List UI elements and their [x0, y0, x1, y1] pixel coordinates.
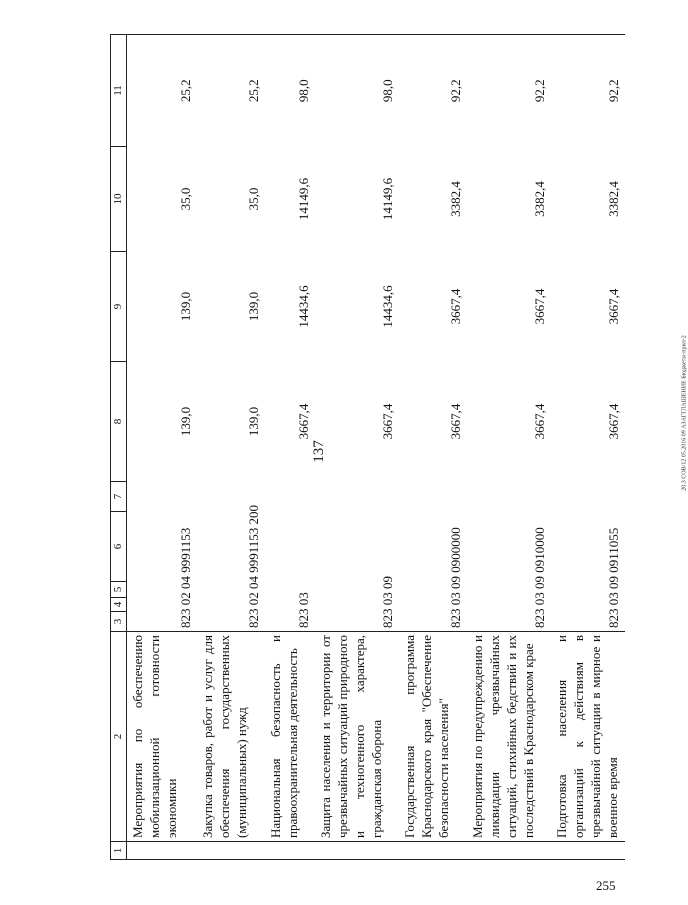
header-cell: 2 [111, 632, 127, 842]
cell-col11: 25,2 [197, 35, 265, 147]
page-number-top: 137 [310, 440, 327, 463]
cell-codes: 823 03 09 0900000 [447, 527, 463, 628]
budget-table [110, 34, 625, 860]
cell-description: Национальная безопасность и правоохранительная деятельность [265, 632, 315, 842]
cell-col9: 14434,6 [379, 285, 395, 328]
cell-col10: 14149,6 [379, 177, 395, 221]
cell-description: Мероприятия по предупреждению и ликвидации чрезвычайных ситуаций, стихийных бедствий и их последствий в Краснодарском крае [467, 632, 551, 842]
cell-description: Мероприятия по обеспечению мобилизационной готовности экономики [127, 632, 197, 842]
cell-col10: 3382,4 [447, 181, 463, 217]
cell-col10: 35,0 [245, 187, 261, 211]
header-cell: 8 [111, 362, 127, 482]
header-cell: 11 [111, 35, 127, 147]
cell-col11: 98,0 [315, 35, 399, 147]
cell-codes: 823 03 [295, 592, 311, 628]
cell-col9: 3667,4 [531, 288, 547, 325]
cell-col9: 139,0 [245, 291, 261, 322]
cell-col9: 3667,4 [447, 288, 463, 325]
cell-col11: 25,2 [127, 35, 197, 147]
cell-col9: 3667,4 [605, 288, 621, 325]
cell-col1 [551, 842, 625, 860]
cell-description: Закупка товаров, работ и услуг для обеспечения государственных (муниципальных) нужд [197, 632, 265, 842]
cell-col1 [127, 842, 197, 860]
cell-col8: 3667,4 [447, 403, 463, 440]
cell-col10: 3382,4 [531, 181, 547, 217]
table-row [127, 35, 197, 860]
cell-col10: 14149,6 [295, 177, 311, 221]
header-row [111, 35, 127, 860]
cell-col11: 98,0 [265, 35, 315, 147]
header-cell: 1 [111, 842, 127, 860]
header-cell: 7 [111, 482, 127, 512]
header-cell: 4 [111, 598, 127, 612]
cell-col11: 92,2 [399, 35, 467, 147]
table-row [467, 35, 551, 860]
cell-col8: 3667,4 [295, 403, 311, 440]
cell-codes: 823 02 04 9991153 200 [245, 504, 261, 628]
table-row [399, 35, 467, 860]
cell-col8: 3667,4 [379, 403, 395, 440]
cell-col8: 3667,4 [605, 403, 621, 440]
cell-col8: 139,0 [245, 406, 261, 437]
header-cell: 5 [111, 582, 127, 598]
cell-col10: 3382,4 [605, 181, 621, 217]
cell-col1 [265, 842, 315, 860]
cell-codes: 823 02 04 9991153 [177, 527, 193, 628]
cell-col8: 139,0 [177, 406, 193, 437]
cell-col10: 35,0 [177, 187, 193, 211]
document-code: 20.3 СОВ/12 05.2016 09 АЗАГГЛАШЕНИЕ Бюджеты-прил-2 [681, 335, 688, 491]
cell-description: Государственная программа Краснодарского края "Обеспечение безопасности населения" [399, 632, 467, 842]
cell-col1 [399, 842, 467, 860]
page-number-bottom: 255 [596, 878, 616, 893]
table-row [315, 35, 399, 860]
header-cell: 3 [111, 612, 127, 632]
cell-col11: 92,2 [551, 35, 625, 147]
header-cell: 10 [111, 147, 127, 252]
cell-codes: 823 03 09 0910000 [531, 527, 547, 628]
table-row [265, 35, 315, 860]
cell-col9: 139,0 [177, 291, 193, 322]
cell-col1 [315, 842, 399, 860]
header-cell: 9 [111, 252, 127, 362]
budget-table-container [110, 35, 621, 860]
cell-codes: 823 03 09 [379, 576, 395, 628]
cell-codes: 823 03 09 0911055 [605, 527, 621, 628]
table-row [197, 35, 265, 860]
cell-description: Подготовка населения и организаций к действиям в чрезвычайной ситуации в мирное и военное время [551, 632, 625, 842]
cell-col11: 92,2 [467, 35, 551, 147]
header-cell: 6 [111, 512, 127, 582]
cell-description: Защита населения и территории от чрезвычайных ситуаций природного и техногенного характера, гражданская оборона [315, 632, 399, 842]
cell-col8: 3667,4 [531, 403, 547, 440]
cell-col1 [197, 842, 265, 860]
cell-col1 [467, 842, 551, 860]
table-row [551, 35, 625, 860]
cell-col9: 14434,6 [295, 285, 311, 328]
